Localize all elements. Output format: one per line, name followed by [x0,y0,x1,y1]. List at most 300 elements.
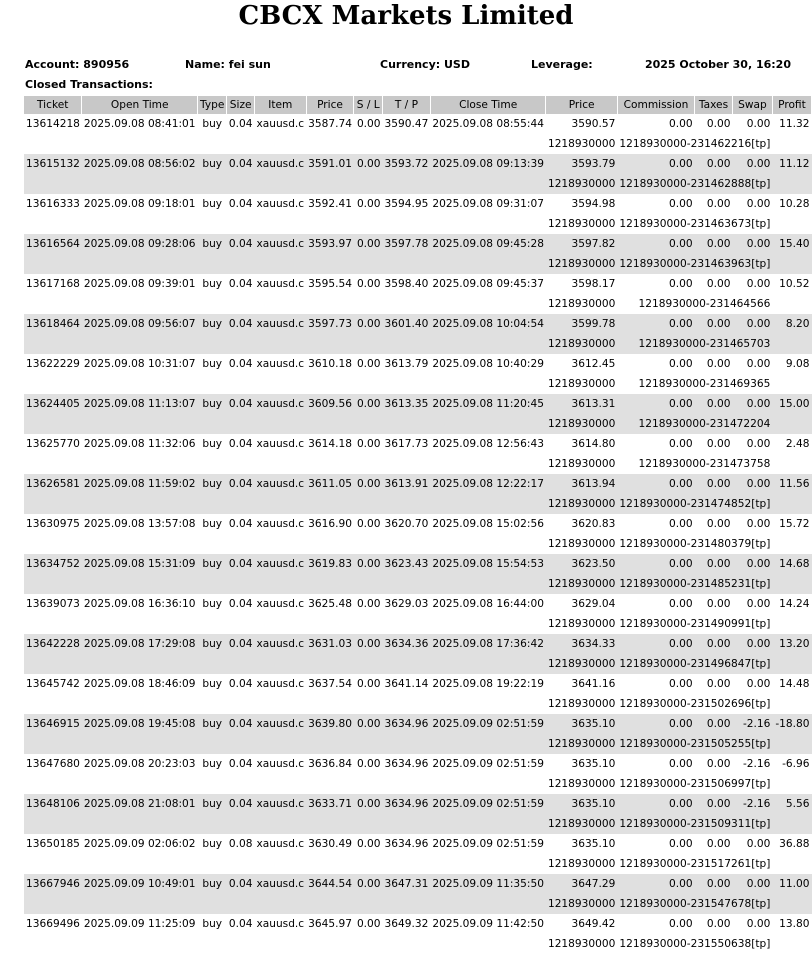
swap-cell: 0.00 [746,278,771,290]
size-cell: 0.04 [227,794,255,814]
account-currency: Currency: USD [380,58,470,71]
profit-cell: 10.52 [779,278,810,290]
commission-cell: 0.00 [668,278,693,290]
stop-loss-cell: 0.00 [356,598,381,610]
close-time-cell: 2025.09.08 10:40:29 [432,358,544,370]
stop-loss-cell: 0.00 [354,874,383,894]
table-row [24,554,812,574]
taxes-cell: 0.00 [706,758,731,770]
comment-cell: 1218930000-231472204 [617,414,772,434]
swap-cell: -2.16 [742,758,771,770]
column-header: Taxes [695,96,733,114]
ticket-cell: 13669496 [26,918,80,930]
item-cell: xauusd.c [256,358,305,370]
item-cell: xauusd.c [256,118,305,130]
column-header: Open Time [82,96,198,114]
report-datetime: 2025 October 30, 16:20 [644,58,791,71]
item-cell: xauusd.c [254,554,306,574]
account-leverage: Leverage: [531,58,593,71]
open-price-cell: 3616.90 [308,518,352,530]
ticket-cell: 13616564 [24,234,82,254]
open-price-cell: 3609.56 [306,394,354,414]
table-row [24,194,812,214]
comment-cell: 1218930000-231517261[tp] [619,858,771,870]
close-time-cell: 2025.09.08 15:54:53 [430,554,546,574]
close-price-cell: 3598.17 [571,278,616,290]
stop-loss-cell: 0.00 [354,314,383,334]
reference-cell: 1218930000 [547,778,616,790]
column-header: Item [254,96,306,114]
stop-loss-cell: 0.00 [354,634,383,654]
take-profit-cell: 3594.95 [384,198,429,210]
column-header: Type [198,96,227,114]
stop-loss-cell: 0.00 [354,154,383,174]
open-time-cell: 2025.09.08 09:28:06 [82,234,198,254]
item-cell: xauusd.c [254,474,306,494]
size-cell: 0.04 [227,154,255,174]
taxes-cell: 0.00 [706,838,731,850]
size-cell: 0.04 [227,474,255,494]
profit-cell: 5.56 [772,794,811,814]
open-price-cell: 3633.71 [306,794,354,814]
reference-cell: 1218930000 [547,538,616,550]
swap-cell: 0.00 [732,874,772,894]
table-row-comment [24,334,812,354]
reference-cell: 1218930000 [547,618,616,630]
taxes-cell: 0.00 [695,474,733,494]
close-price-cell: 3629.04 [571,598,616,610]
section-label: Closed Transactions: [25,78,153,91]
item-cell: xauusd.c [254,394,306,414]
comment-cell: 1218930000-231463673[tp] [619,218,771,230]
close-time-cell: 2025.09.08 19:22:19 [432,678,544,690]
item-cell: xauusd.c [256,838,305,850]
take-profit-cell: 3613.91 [383,474,431,494]
ticket-cell: 13614218 [26,118,80,130]
commission-cell: 0.00 [617,154,694,174]
ticket-cell: 13615132 [24,154,82,174]
table-row-comment [24,134,812,154]
size-cell: 0.04 [228,118,253,130]
take-profit-cell: 3598.40 [384,278,429,290]
stop-loss-cell: 0.00 [354,794,383,814]
comment-cell: 1218930000-231485231[tp] [617,574,772,594]
type-cell: buy [198,634,227,654]
ticket-cell: 13625770 [26,438,80,450]
size-cell: 0.04 [228,758,253,770]
type-cell: buy [202,758,223,770]
swap-cell: 0.00 [732,634,772,654]
type-cell: buy [198,474,227,494]
table-row-comment [24,614,812,634]
ticket-cell: 13642228 [24,634,82,654]
comment-cell: 1218930000-231505255[tp] [617,734,772,754]
taxes-cell: 0.00 [706,198,731,210]
close-time-cell: 2025.09.09 02:51:59 [432,758,544,770]
open-time-cell: 2025.09.08 11:59:02 [82,474,198,494]
profit-cell: 36.88 [779,838,810,850]
column-header: Profit [772,96,811,114]
type-cell: buy [198,234,227,254]
open-price-cell: 3645.97 [308,918,352,930]
table-row-comment [24,694,812,714]
type-cell: buy [202,278,223,290]
size-cell: 0.08 [228,838,253,850]
item-cell: xauusd.c [256,918,305,930]
comment-cell: 1218930000-231509311[tp] [617,814,772,834]
item-cell: xauusd.c [256,278,305,290]
close-time-cell: 2025.09.09 02:51:59 [432,838,544,850]
table-row [24,874,812,894]
table-row-comment [24,534,812,554]
reference-cell: 1218930000 [547,938,616,950]
open-time-cell: 2025.09.09 02:06:02 [83,838,196,850]
comment-cell: 1218930000-231474852[tp] [617,494,772,514]
stop-loss-cell: 0.00 [356,438,381,450]
open-time-cell: 2025.09.08 21:08:01 [82,794,198,814]
table-row [24,794,812,814]
open-price-cell: 3631.03 [306,634,354,654]
commission-cell: 0.00 [668,438,693,450]
stop-loss-cell: 0.00 [354,714,383,734]
open-price-cell: 3637.54 [308,678,352,690]
profit-cell: 11.56 [772,474,811,494]
open-price-cell: 3639.80 [306,714,354,734]
swap-cell: 0.00 [746,118,771,130]
ticket-cell: 13647680 [26,758,80,770]
close-time-cell: 2025.09.09 02:51:59 [430,714,546,734]
comment-cell: 1218930000-231480379[tp] [619,538,771,550]
close-time-cell: 2025.09.08 09:13:39 [430,154,546,174]
close-price-cell: 3590.57 [571,118,616,130]
open-time-cell: 2025.09.08 11:32:06 [83,438,196,450]
ticket-cell: 13616333 [26,198,80,210]
take-profit-cell: 3593.72 [383,154,431,174]
profit-cell: 11.00 [772,874,811,894]
taxes-cell: 0.00 [706,278,731,290]
swap-cell: -2.16 [732,794,772,814]
profit-cell: 13.20 [772,634,811,654]
ticket-cell: 13639073 [26,598,80,610]
size-cell: 0.04 [228,278,253,290]
open-time-cell: 2025.09.08 08:41:01 [83,118,196,130]
type-cell: buy [202,198,223,210]
open-price-cell: 3636.84 [308,758,352,770]
commission-cell: 0.00 [668,678,693,690]
reference-cell: 1218930000 [546,494,617,514]
stop-loss-cell: 0.00 [356,198,381,210]
table-row [24,434,812,454]
table-row-comment [24,934,812,954]
ticket-cell: 13648106 [24,794,82,814]
close-price-cell: 3594.98 [571,198,616,210]
table-row [24,514,812,534]
reference-cell: 1218930000 [547,218,616,230]
take-profit-cell: 3613.79 [384,358,429,370]
table-row [24,314,812,334]
item-cell: xauusd.c [254,874,306,894]
close-time-cell: 2025.09.08 09:31:07 [432,198,544,210]
item-cell: xauusd.c [256,678,305,690]
close-time-cell: 2025.09.08 15:02:56 [432,518,544,530]
open-price-cell: 3592.41 [308,198,352,210]
take-profit-cell: 3597.78 [383,234,431,254]
open-time-cell: 2025.09.08 11:13:07 [82,394,198,414]
profit-cell: 13.80 [779,918,810,930]
swap-cell: 0.00 [746,598,771,610]
profit-cell: 15.00 [772,394,811,414]
swap-cell: 0.00 [732,394,772,414]
open-price-cell: 3614.18 [308,438,352,450]
type-cell: buy [198,394,227,414]
size-cell: 0.04 [228,678,253,690]
comment-cell: 1218930000-231464566 [638,298,771,310]
taxes-cell: 0.00 [706,438,731,450]
table-row-comment [24,294,812,314]
open-time-cell: 2025.09.08 15:31:09 [82,554,198,574]
item-cell: xauusd.c [254,634,306,654]
table-row-comment [24,254,812,274]
open-price-cell: 3644.54 [306,874,354,894]
open-time-cell: 2025.09.08 08:56:02 [82,154,198,174]
close-price-cell: 3623.50 [546,554,617,574]
open-time-cell: 2025.09.08 09:18:01 [83,198,196,210]
taxes-cell: 0.00 [706,918,731,930]
stop-loss-cell: 0.00 [356,358,381,370]
taxes-cell: 0.00 [695,314,733,334]
open-time-cell: 2025.09.08 19:45:08 [82,714,198,734]
close-price-cell: 3635.10 [571,838,616,850]
swap-cell: 0.00 [746,918,771,930]
account-info-bar [25,58,791,74]
table-row [24,754,812,774]
close-price-cell: 3597.82 [546,234,617,254]
commission-cell: 0.00 [617,874,694,894]
table-row-comment [24,894,812,914]
swap-cell: 0.00 [746,438,771,450]
item-cell: xauusd.c [254,234,306,254]
taxes-cell: 0.00 [695,714,733,734]
commission-cell: 0.00 [617,794,694,814]
size-cell: 0.04 [228,518,253,530]
size-cell: 0.04 [228,358,253,370]
type-cell: buy [202,518,223,530]
commission-cell: 0.00 [617,234,694,254]
report-title: CBCX Markets Limited [238,1,574,31]
table-row [24,634,812,654]
commission-cell: 0.00 [617,714,694,734]
comment-cell: 1218930000-231463963[tp] [617,254,772,274]
type-cell: buy [202,358,223,370]
swap-cell: 0.00 [746,838,771,850]
table-row [24,914,812,934]
profit-cell: 11.32 [779,118,810,130]
comment-cell: 1218930000-231550638[tp] [619,938,771,950]
column-header: S / L [354,96,383,114]
reference-cell: 1218930000 [546,334,617,354]
ticket-cell: 13624405 [24,394,82,414]
table-row [24,354,812,374]
ticket-cell: 13630975 [26,518,80,530]
close-price-cell: 3647.29 [546,874,617,894]
table-row-comment [24,734,812,754]
item-cell: xauusd.c [254,314,306,334]
reference-cell: 1218930000 [546,894,617,914]
table-row [24,474,812,494]
reference-cell: 1218930000 [546,654,617,674]
size-cell: 0.04 [228,438,253,450]
reference-cell: 1218930000 [546,414,617,434]
item-cell: xauusd.c [254,154,306,174]
open-price-cell: 3630.49 [308,838,352,850]
take-profit-cell: 3613.35 [383,394,431,414]
open-price-cell: 3591.01 [306,154,354,174]
open-price-cell: 3597.73 [306,314,354,334]
comment-cell: 1218930000-231469365 [638,378,771,390]
commission-cell: 0.00 [668,838,693,850]
take-profit-cell: 3649.32 [384,918,429,930]
table-row-comment [24,454,812,474]
taxes-cell: 0.00 [706,118,731,130]
close-price-cell: 3641.16 [571,678,616,690]
size-cell: 0.04 [228,198,253,210]
ticket-cell: 13618464 [24,314,82,334]
stop-loss-cell: 0.00 [356,118,381,130]
profit-cell: 14.48 [779,678,810,690]
ticket-cell: 13626581 [24,474,82,494]
close-time-cell: 2025.09.08 11:20:45 [430,394,546,414]
open-price-cell: 3593.97 [306,234,354,254]
take-profit-cell: 3617.73 [384,438,429,450]
stop-loss-cell: 0.00 [354,474,383,494]
open-price-cell: 3610.18 [308,358,352,370]
take-profit-cell: 3634.36 [383,634,431,654]
close-time-cell: 2025.09.08 16:44:00 [432,598,544,610]
reference-cell: 1218930000 [546,734,617,754]
close-time-cell: 2025.09.08 17:36:42 [430,634,546,654]
table-row-comment [24,374,812,394]
profit-cell: 9.08 [785,358,810,370]
commission-cell: 0.00 [668,918,693,930]
profit-cell: 14.24 [779,598,810,610]
comment-cell: 1218930000-231462888[tp] [617,174,772,194]
comment-cell: 1218930000-231502696[tp] [619,698,771,710]
ticket-cell: 13634752 [24,554,82,574]
profit-cell: -6.96 [782,758,810,770]
taxes-cell: 0.00 [706,678,731,690]
table-header-row [24,96,812,114]
swap-cell: 0.00 [746,358,771,370]
commission-cell: 0.00 [668,598,693,610]
commission-cell: 0.00 [617,634,694,654]
table-row [24,394,812,414]
reference-cell: 1218930000 [547,858,616,870]
close-time-cell: 2025.09.08 12:56:43 [432,438,544,450]
close-price-cell: 3620.83 [571,518,616,530]
close-price-cell: 3635.10 [546,794,617,814]
profit-cell: 10.28 [779,198,810,210]
commission-cell: 0.00 [668,758,693,770]
swap-cell: 0.00 [732,234,772,254]
type-cell: buy [198,154,227,174]
take-profit-cell: 3634.96 [383,714,431,734]
stop-loss-cell: 0.00 [354,554,383,574]
type-cell: buy [202,918,223,930]
close-price-cell: 3635.10 [546,714,617,734]
close-time-cell: 2025.09.08 09:45:28 [430,234,546,254]
type-cell: buy [198,554,227,574]
taxes-cell: 0.00 [706,358,731,370]
taxes-cell: 0.00 [706,598,731,610]
comment-cell: 1218930000-231506997[tp] [619,778,771,790]
open-time-cell: 2025.09.08 16:36:10 [83,598,196,610]
reference-cell: 1218930000 [547,298,616,310]
open-time-cell: 2025.09.08 17:29:08 [82,634,198,654]
open-time-cell: 2025.09.09 11:25:09 [83,918,196,930]
taxes-cell: 0.00 [695,234,733,254]
stop-loss-cell: 0.00 [356,518,381,530]
swap-cell: 0.00 [732,554,772,574]
reference-cell: 1218930000 [546,574,617,594]
take-profit-cell: 3634.96 [384,758,429,770]
ticket-cell: 13617168 [26,278,80,290]
swap-cell: 0.00 [746,198,771,210]
ticket-cell: 13650185 [26,838,80,850]
table-row [24,114,812,134]
type-cell: buy [198,874,227,894]
take-profit-cell: 3634.96 [383,794,431,814]
table-row-comment [24,814,812,834]
open-time-cell: 2025.09.08 20:23:03 [83,758,196,770]
close-price-cell: 3593.79 [546,154,617,174]
stop-loss-cell: 0.00 [356,918,381,930]
open-time-cell: 2025.09.08 18:46:09 [83,678,196,690]
type-cell: buy [202,838,223,850]
column-header: Price [306,96,354,114]
ticket-cell: 13667946 [24,874,82,894]
table-row-comment [24,774,812,794]
type-cell: buy [202,598,223,610]
type-cell: buy [198,794,227,814]
account-name: Name: fei sun [185,58,271,71]
column-header: Price [546,96,617,114]
open-time-cell: 2025.09.08 09:39:01 [83,278,196,290]
table-row [24,834,812,854]
commission-cell: 0.00 [617,314,694,334]
reference-cell: 1218930000 [546,174,617,194]
taxes-cell: 0.00 [695,874,733,894]
close-time-cell: 2025.09.09 11:42:50 [432,918,544,930]
column-header: Close Time [430,96,546,114]
comment-cell: 1218930000-231490991[tp] [619,618,771,630]
profit-cell: 8.20 [772,314,811,334]
close-time-cell: 2025.09.08 08:55:44 [432,118,544,130]
size-cell: 0.04 [227,714,255,734]
column-header: Size [227,96,255,114]
open-time-cell: 2025.09.08 13:57:08 [83,518,196,530]
close-price-cell: 3634.33 [546,634,617,654]
stop-loss-cell: 0.00 [356,758,381,770]
close-price-cell: 3613.31 [546,394,617,414]
item-cell: xauusd.c [254,714,306,734]
ticket-cell: 13646915 [24,714,82,734]
size-cell: 0.04 [227,394,255,414]
commission-cell: 0.00 [668,518,693,530]
size-cell: 0.04 [227,554,255,574]
taxes-cell: 0.00 [695,794,733,814]
column-header: Ticket [24,96,82,114]
take-profit-cell: 3620.70 [384,518,429,530]
